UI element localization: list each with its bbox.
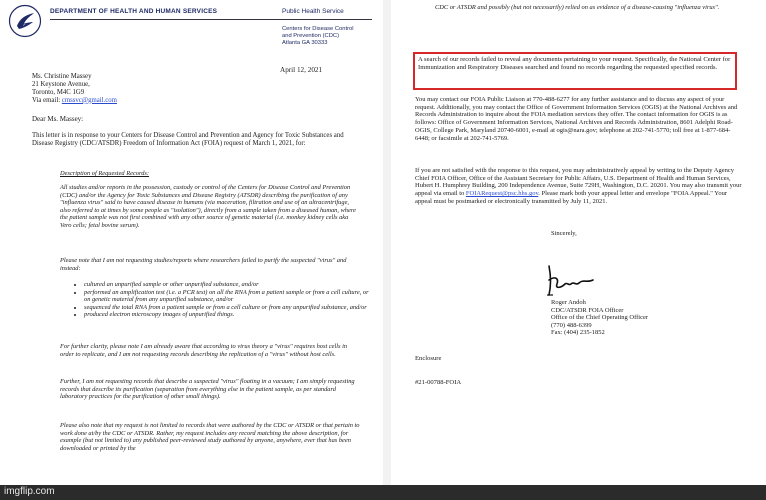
department-name: DEPARTMENT OF HEALTH AND HUMAN SERVICES xyxy=(50,8,218,15)
appeal-text-end: . Please mark both your appeal letter and envelope "FOIA Appeal." Your appeal must be postmarked or electronically transmitted by July 11, 2021. xyxy=(415,190,727,205)
request-continuation: CDC or ATSDR and possibly (but not necessarily) relied on as evidence of a disease-causing "influenza virus". xyxy=(435,4,720,11)
agency-address xyxy=(282,26,354,47)
header-rule xyxy=(50,19,372,20)
recipient-address xyxy=(32,73,117,105)
hhs-eagle-logo-icon xyxy=(8,4,42,38)
description-paragraph-1: All studies and/or reports in the possession, custody or control of the Centers for Disease Control and Prevention (CDC) and/or the Agency for Toxic Substances and Disease Registry (ATSDR) describing the purification of any "influenza virus" said to have caused disease in humans (via maceration, filtration and use of an ultracentrifuge, also referred to at times by some people as "isolation"), directly from a sample taken from a diseased human, where the patient sample was not first combined with any other source of genetic material (i.e. monkey kidney cells aka Vero cells; fetal bovine serum). xyxy=(60,184,356,229)
list-item: • cultured an unpurified sample or other unpurified substance, and/or xyxy=(84,281,370,289)
list-item: • performed an amplification test (i.e. a PCR test) on all the RNA from a patient sample or from a cell culture, or on genetic material from any unpurified substance, and/or xyxy=(84,289,370,304)
enclosure-label: Enclosure xyxy=(415,355,442,362)
intro-paragraph: This letter is in response to your Centers for Disease Control and Prevention and Agency for Toxic Substances and Disease Registry (CDC/ATSDR) Freedom of Information Act (FOIA) request of March 1, 2021, for: xyxy=(32,132,344,147)
signer-line: (770) 488-6399 xyxy=(551,321,592,329)
watermark-text: imgflip.com xyxy=(4,486,55,497)
recipient-email-line xyxy=(32,97,117,105)
recipient-city: Toronto, M4C 1G9 xyxy=(32,88,85,96)
agency-line: and Prevention (CDC) xyxy=(282,33,340,39)
no-records-statement: A search of our records failed to reveal any documents pertaining to your request. Specifically, the National Center for Immunization and Respiratory Diseases searched and found no records regarding the requested specified records. xyxy=(418,56,731,71)
agency-line: Centers for Disease Control xyxy=(282,26,354,32)
description-paragraph-2: Please note that I am not requesting studies/reports where researchers failed to purify the suspected "virus" and instead: xyxy=(60,257,347,272)
recipient-email-link[interactable]: cmssvc@gmail.com xyxy=(61,96,117,104)
signer-line: Roger Andoh xyxy=(551,299,586,306)
signer-line: Fax: (404) 235-1852 xyxy=(551,329,605,337)
reference-number: #21-00788-FOIA xyxy=(415,379,462,386)
list-item: • produced electron microscopy images of unpurified things. xyxy=(84,311,370,319)
signer-line: Office of the Chief Operating Officer xyxy=(551,314,649,322)
description-paragraph-4: Further, I am not requesting records that describe a suspected "virus" floating in a vacuum; I am simply requesting records that describe its purification (separation from everything else in the patient sample, as per standard laboratory practices for the purification of other small things). xyxy=(60,378,355,401)
watermark-bar xyxy=(0,485,766,500)
letter-date: April 12, 2021 xyxy=(280,66,323,74)
description-paragraph-3: For further clarity, please note I am already aware that according to virus theory a "virus" requires host cells in order to replicate, and I am not requesting records describing the replication of a "virus" without host cells. xyxy=(60,343,348,358)
closing: Sincerely, xyxy=(551,230,577,237)
signer-block xyxy=(551,299,648,337)
recipient-name: Ms. Christine Massey xyxy=(32,73,92,80)
service-name: Public Health Service xyxy=(282,8,344,15)
contact-paragraph: You may contact our FOIA Public Liaison at 770-488-6277 for any further assistance and to discuss any aspect of your request. Additionally, you may contact the Office of Government Information Services (OGIS) at the National Archives and Records Administration to inquire about the FOIA mediation services they offer. The contact information for OGIS is as follows: Office of Government Information Services, National Archives and Records Administration, 8601 Adelphi Road-OGIS, College Park, Maryland 20740-6001, e-mail at ogis@nara.gov; telephone at 202-741-5770; toll free at 1-877-684-6448; or facsimile at 202-741-5769. xyxy=(415,96,738,142)
signature-icon xyxy=(543,262,599,298)
appeal-paragraph xyxy=(415,167,745,206)
signer-line: CDC/ATSDR FOIA Officer xyxy=(551,306,624,314)
page-separator xyxy=(383,0,391,485)
exclusion-list xyxy=(70,281,370,319)
email-label: Via email: xyxy=(32,96,61,104)
appeal-email-link[interactable]: FOIARequest@psc.hhs.gov xyxy=(465,190,539,198)
letter-page-2 xyxy=(393,0,766,485)
list-item: • sequenced the total RNA from a patient sample or from a cell culture or from any unpurified substance, and/or xyxy=(84,304,370,312)
description-paragraph-5: Please also note that my request is not limited to records that were authored by the CDC or ATSDR or that pertain to work done at/by the CDC or ATSDR. Rather, my request includes any record matching the above description, for example (but not limited to) any published peer-reviewed study authored by anyone, anywhere, ever that has been downloaded or printed by the xyxy=(60,422,360,452)
salutation: Dear Ms. Massey: xyxy=(32,115,84,123)
agency-line: Atlanta GA 30333 xyxy=(282,40,328,46)
appeal-text: If you are not satisfied with the response to this request, you may administratively appeal by writing to the Deputy Agency Chief FOIA Officer, Office of the Assistant Secretary for Public Affairs, U.S. Department of Health and Human Services, Hubert H. Humphrey Building, 200 Independence Avenue, Suite 729H, Washington, D.C. 20201. You may also transmit your appeal via email to xyxy=(415,167,742,198)
description-heading: Description of Requested Records: xyxy=(60,170,150,177)
letter-page-1 xyxy=(0,0,380,485)
recipient-street: 21 Keystone Avenue, xyxy=(32,80,90,88)
